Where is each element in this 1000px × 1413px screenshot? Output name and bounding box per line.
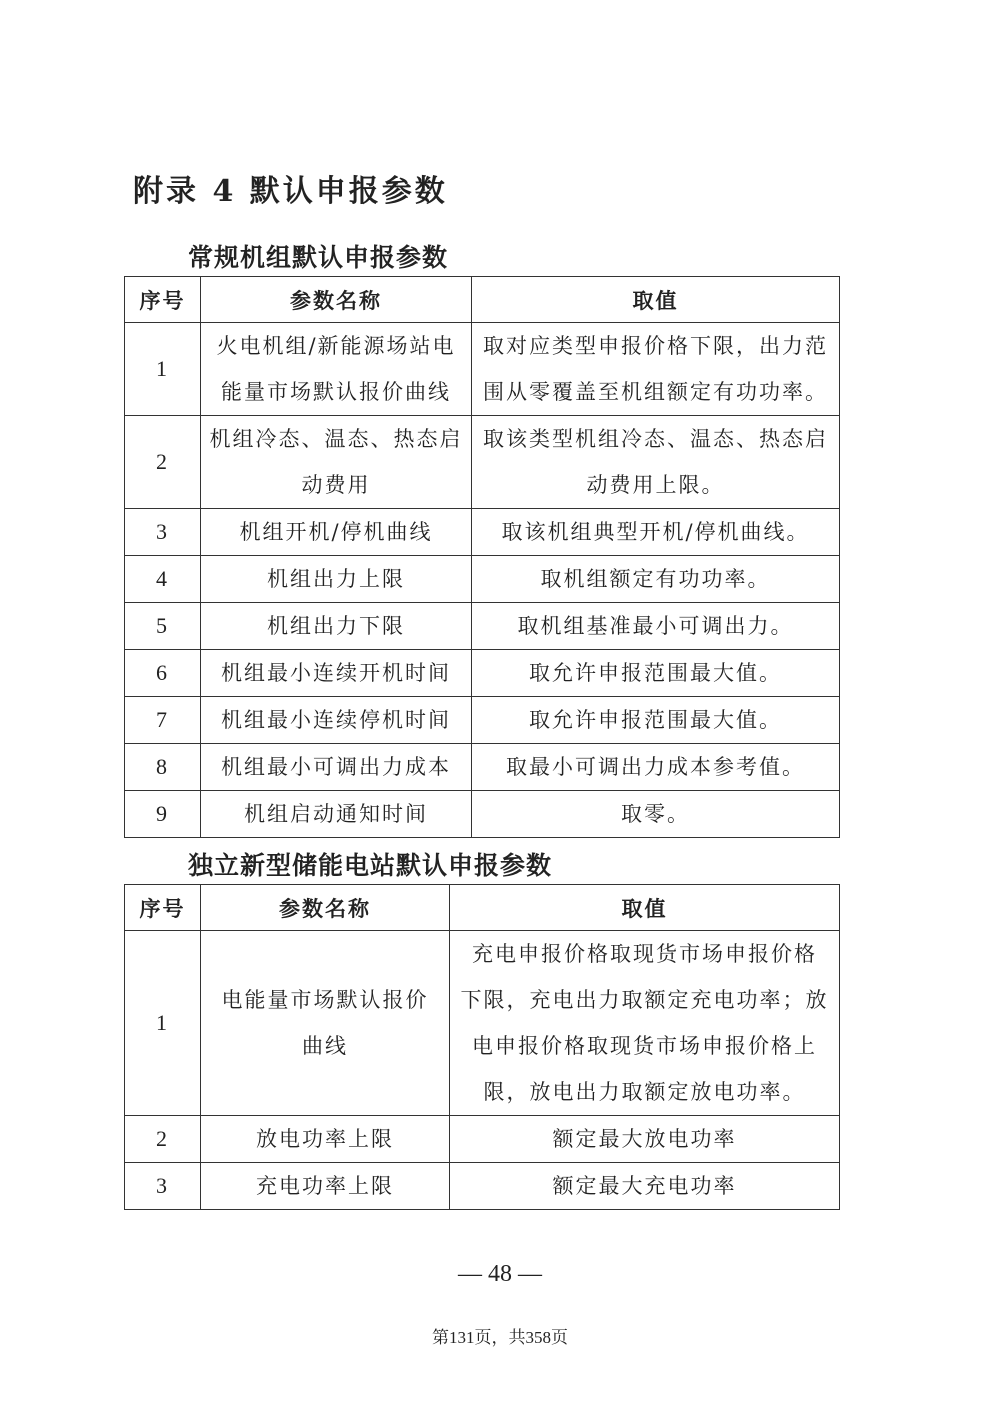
table-row (125, 1163, 840, 1210)
param-value-line: 额定最大放电功率 (552, 1127, 737, 1151)
table-row (125, 697, 840, 744)
param-name-cell (201, 1116, 450, 1163)
column-header: 取值 (472, 277, 840, 323)
param-value-line: 下限，充电出力取额定充电功率；放 (460, 988, 829, 1012)
param-name-line: 曲线 (302, 1034, 348, 1058)
param-value-line: 取对应类型申报价格下限，出力范 (483, 334, 828, 358)
header-row (125, 277, 840, 323)
param-name-line: 机组启动通知时间 (244, 802, 428, 826)
storage-station-params-table (124, 884, 840, 1210)
header-row (125, 885, 840, 931)
param-name-cell (201, 697, 472, 744)
param-value-cell (472, 509, 840, 556)
param-name-line: 动费用 (301, 473, 371, 497)
param-value-cell (450, 1163, 840, 1210)
param-name-line: 机组最小连续停机时间 (221, 708, 451, 732)
param-value-cell (472, 791, 840, 838)
param-value-line: 取该机组典型开机/停机曲线。 (501, 520, 810, 544)
param-value-cell (472, 744, 840, 791)
param-name-line: 机组出力上限 (267, 567, 405, 591)
param-name-line: 机组最小连续开机时间 (221, 661, 451, 685)
table-row (125, 650, 840, 697)
row-number: 6 (125, 650, 201, 697)
row-number: 5 (125, 603, 201, 650)
param-value-line: 取允许申报范围最大值。 (529, 661, 782, 685)
param-name-line: 机组开机/停机曲线 (239, 520, 433, 544)
param-value-line: 取最小可调出力成本参考值。 (506, 755, 805, 779)
param-value-line: 取允许申报范围最大值。 (529, 708, 782, 732)
param-name-line: 能量市场默认报价曲线 (221, 380, 451, 404)
row-number: 4 (125, 556, 201, 603)
table-row (125, 1116, 840, 1163)
param-name-line: 机组冷态、温态、热态启 (209, 427, 463, 451)
row-number: 2 (125, 1116, 201, 1163)
param-name-cell (201, 931, 450, 1116)
param-value-cell (472, 697, 840, 744)
param-value-cell (472, 650, 840, 697)
page-count: 第131页，共358页 (432, 1328, 568, 1347)
param-value-line: 动费用上限。 (586, 473, 725, 497)
param-name-line: 放电功率上限 (256, 1127, 394, 1151)
row-number: 1 (125, 931, 201, 1116)
param-value-line: 限，放电出力取额定放电功率。 (483, 1080, 806, 1104)
param-value-cell (450, 931, 840, 1116)
param-name-cell (201, 791, 472, 838)
page-number: — 48 — (458, 1261, 542, 1287)
table-row (125, 323, 840, 416)
param-name-cell (201, 556, 472, 603)
column-header: 参数名称 (201, 885, 450, 931)
param-name-cell (201, 650, 472, 697)
column-header: 序号 (125, 885, 201, 931)
param-name-cell (201, 744, 472, 791)
param-name-line: 机组出力下限 (267, 614, 405, 638)
param-value-cell (472, 323, 840, 416)
param-value-line: 取零。 (621, 802, 690, 826)
param-value-line: 额定最大充电功率 (552, 1174, 737, 1198)
param-name-line: 火电机组/新能源场站电 (216, 334, 456, 358)
param-value-line: 取机组基准最小可调出力。 (517, 614, 794, 638)
param-name-cell (201, 416, 472, 509)
row-number: 8 (125, 744, 201, 791)
param-value-cell (472, 603, 840, 650)
row-number: 3 (125, 1163, 201, 1210)
param-value-line: 电申报价格取现货市场申报价格上 (472, 1034, 817, 1058)
param-name-cell (201, 603, 472, 650)
param-name-line: 机组最小可调出力成本 (221, 755, 451, 779)
param-value-line: 充电申报价格取现货市场申报价格 (472, 942, 817, 966)
table-row (125, 509, 840, 556)
row-number: 2 (125, 416, 201, 509)
param-name-cell (201, 323, 472, 416)
column-header: 参数名称 (201, 277, 472, 323)
param-value-line: 围从零覆盖至机组额定有功功率。 (483, 380, 828, 404)
appendix-title: 附录 4 默认申报参数 (133, 174, 448, 209)
param-name-line: 电能量市场默认报价 (221, 988, 429, 1012)
table-row (125, 416, 840, 509)
row-number: 9 (125, 791, 201, 838)
row-number: 1 (125, 323, 201, 416)
param-value-cell (450, 1116, 840, 1163)
table-row (125, 744, 840, 791)
column-header: 取值 (450, 885, 840, 931)
table-row (125, 931, 840, 1116)
table-row (125, 791, 840, 838)
table-caption-conventional: 常规机组默认申报参数 (188, 243, 449, 272)
param-name-cell (201, 1163, 450, 1210)
column-header: 序号 (125, 277, 201, 323)
conventional-unit-params-table (124, 276, 840, 838)
table-row (125, 556, 840, 603)
param-value-cell (472, 416, 840, 509)
row-number: 7 (125, 697, 201, 744)
param-value-cell (472, 556, 840, 603)
row-number: 3 (125, 509, 201, 556)
param-value-line: 取该类型机组冷态、温态、热态启 (483, 427, 828, 451)
table-row (125, 603, 840, 650)
param-value-line: 取机组额定有功功率。 (540, 567, 771, 591)
param-name-cell (201, 509, 472, 556)
param-name-line: 充电功率上限 (256, 1174, 394, 1198)
table-caption-storage: 独立新型储能电站默认申报参数 (188, 851, 553, 880)
